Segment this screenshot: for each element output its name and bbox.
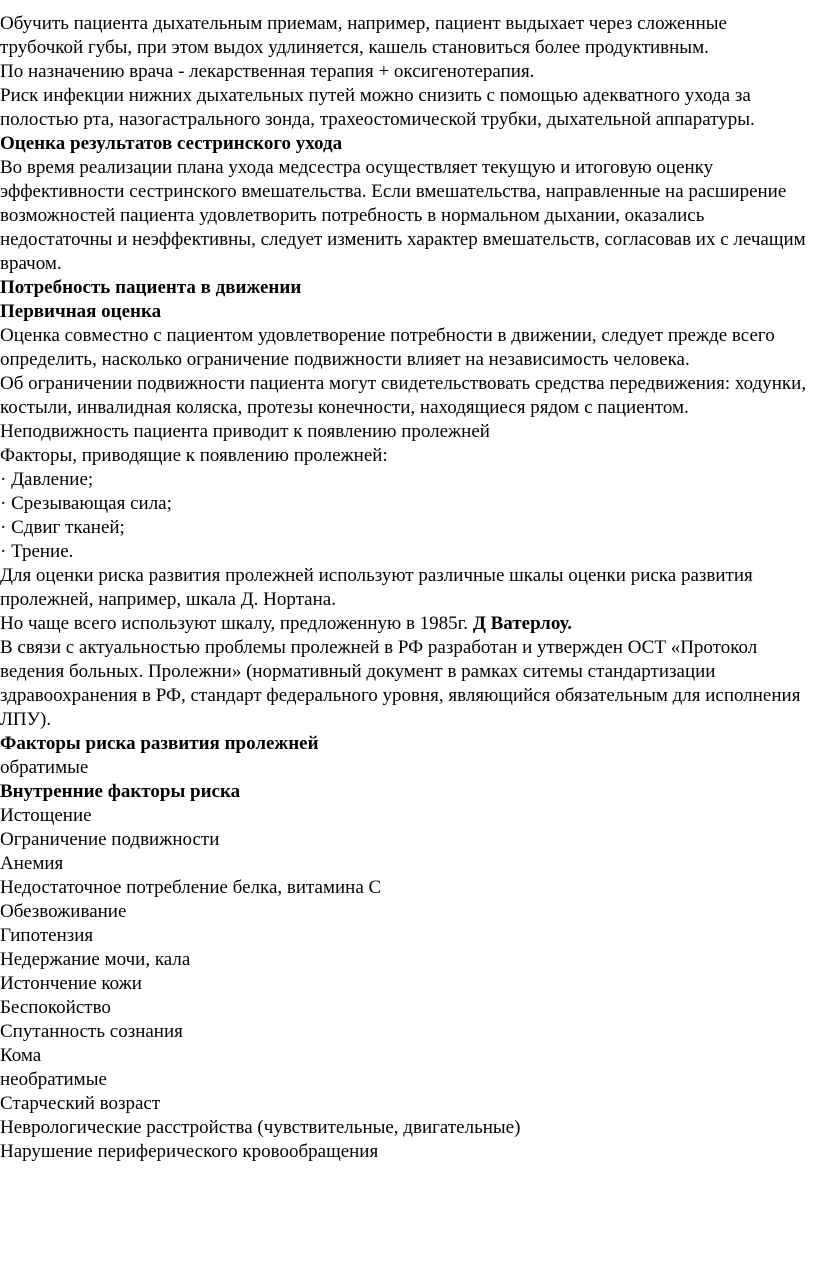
movement-heading: Потребность пациента в движении <box>0 277 302 298</box>
risk-factor-item: Спутанность сознания <box>0 1021 183 1042</box>
pressure-factor-item: · Срезывающая сила; <box>0 493 172 514</box>
intro-paragraph-therapy: По назначению врача - лекарственная терапия + оксигенотерапия. <box>0 61 535 82</box>
movement-paragraph-ost: В связи с актуальностью проблемы пролежней в РФ разработан и утвержден ОСТ «Протокол ведения больных. Пролежни» (нормативный документ в рамках ситемы стандартизации здравоохранения в РФ, стандарт федерального уровня, являющийся обязательным для исполнения ЛПУ). <box>0 637 801 730</box>
waterlow-name: Д Ватерлоу. <box>472 613 572 634</box>
movement-paragraph-scales: Для оценки риска развития пролежней используют различные шкалы оценки риска развития пролежней, например, шкала Д. Нортана. <box>0 565 753 610</box>
pressure-factor-item: · Трение. <box>0 541 74 562</box>
pressure-factor-item: · Давление; <box>0 469 94 490</box>
intro-paragraph-breathing: Обучить пациента дыхательным приемам, например, пациент выдыхает через сложенные трубочкой губы, при этом выдох удлиняется, кашель становиться более продуктивным. <box>0 13 727 58</box>
risk-factor-item: Истончение кожи <box>0 973 142 994</box>
intro-paragraph-infection: Риск инфекции нижних дыхательных путей можно снизить с помощью адекватного ухода за полостью рта, назогастрального зонда, трахеостомической трубки, дыхательной аппаратуры. <box>0 85 755 130</box>
risk-factor-item: Обезвоживание <box>0 901 127 922</box>
risk-factor-item: Неврологические расстройства (чувствительные, двигательные) <box>0 1117 521 1138</box>
movement-paragraph-mobility-aids: Об ограничении подвижности пациента могут свидетельствовать средства передвижения: ходунки, костыли, инвалидная коляска, протезы конечности, находящиеся рядом с пациентом. <box>0 373 807 418</box>
reversible-label: обратимые <box>0 757 89 778</box>
risk-factor-item: Истощение <box>0 805 92 826</box>
waterlow-text: Но чаще всего используют шкалу, предложенную в 1985г. <box>0 613 469 634</box>
movement-paragraph-assessment: Оценка совместно с пациентом удовлетворение потребности в движении, следует прежде всего определить, насколько ограничение подвижности влияет на независимость человека. <box>0 325 775 370</box>
movement-paragraph-waterlow <box>0 612 816 636</box>
document-page <box>0 12 816 1164</box>
evaluation-heading: Оценка результатов сестринского ухода <box>0 133 343 154</box>
evaluation-paragraph: Во время реализации плана ухода медсестра осуществляет текущую и итоговую оценку эффективности сестринского вмешательства. Если вмешательства, направленные на расширение возможностей пациента удовлетворить потребность в нормальном дыхании, оказались недостаточны и неэффективны, следует изменить характер вмешательств, согласовав их с лечащим врачом. <box>0 157 806 274</box>
risk-factor-item: Недостаточное потребление белка, витамина С <box>0 877 382 898</box>
risk-factor-item: Недержание мочи, кала <box>0 949 191 970</box>
irreversible-label: необратимые <box>0 1069 107 1090</box>
risk-factors-heading: Факторы риска развития пролежней <box>0 733 319 754</box>
risk-factor-item: Гипотензия <box>0 925 94 946</box>
risk-factor-item: Беспокойство <box>0 997 111 1018</box>
pressure-factor-item: · Сдвиг тканей; <box>0 517 125 538</box>
risk-factor-item: Кома <box>0 1045 42 1066</box>
primary-assessment-heading: Первичная оценка <box>0 301 162 322</box>
internal-risk-factors-heading: Внутренние факторы риска <box>0 781 241 802</box>
risk-factor-item: Старческий возраст <box>0 1093 161 1114</box>
pressure-factors-intro: Факторы, приводящие к появлению пролежней: <box>0 445 388 466</box>
risk-factor-item: Ограничение подвижности <box>0 829 220 850</box>
movement-paragraph-immobility: Неподвижность пациента приводит к появлению пролежней <box>0 421 490 442</box>
risk-factor-item: Анемия <box>0 853 64 874</box>
risk-factor-item: Нарушение периферического кровообращения <box>0 1141 379 1162</box>
